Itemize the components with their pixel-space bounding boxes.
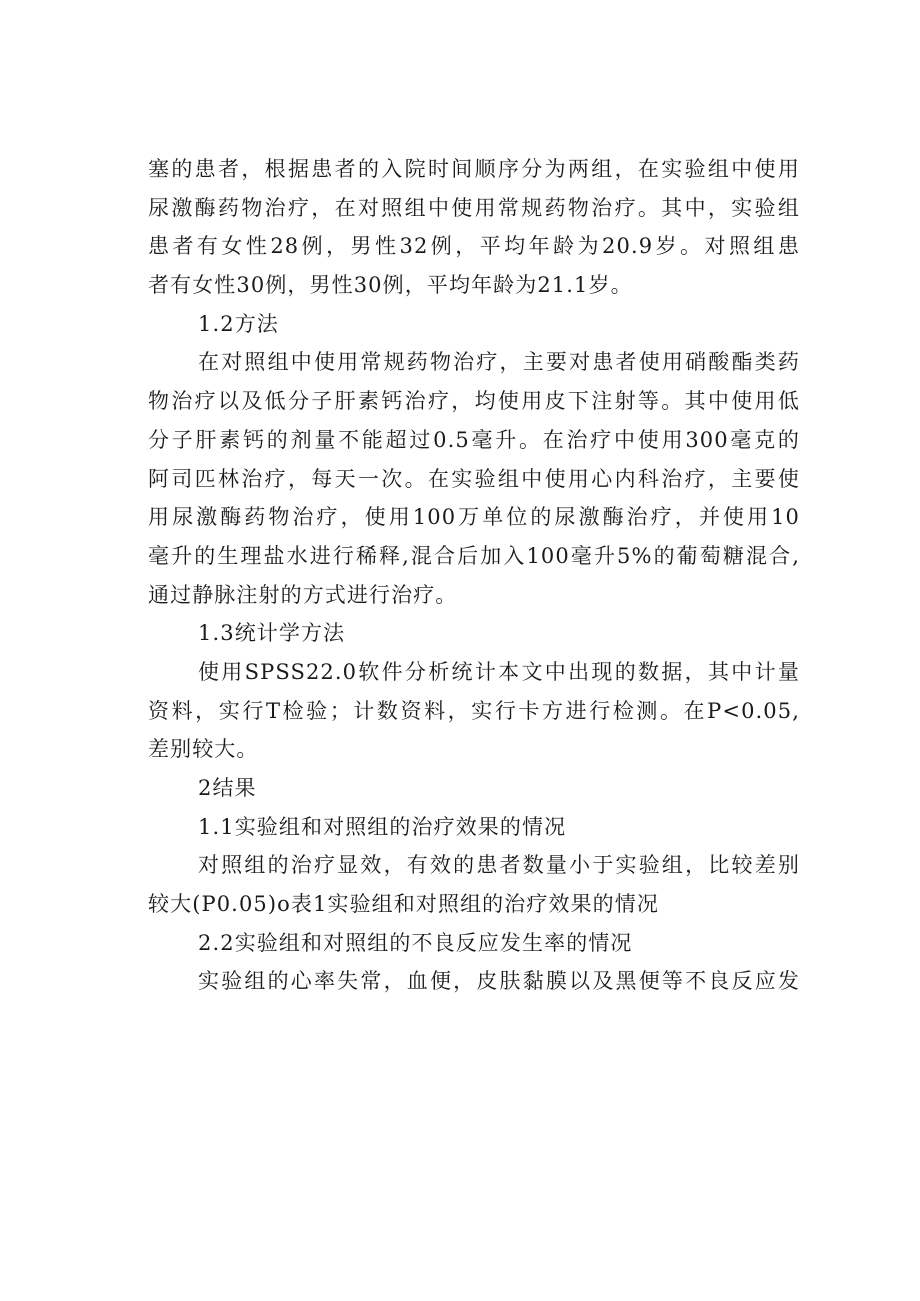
paragraph-line: 用尿激酶药物治疗，使用100万单位的尿激酶治疗，并使用10 <box>148 505 800 530</box>
paragraph-line: 使用SPSS22.0软件分析统计本文中出现的数据，其中计量 <box>198 659 800 684</box>
paragraph-line: 阿司匹林治疗，每天一次。在实验组中使用心内科治疗，主要使 <box>148 466 800 491</box>
body-text <box>148 150 800 1001</box>
paragraph-line: 较大(P0.05)o表1实验组和对照组的治疗效果的情况 <box>148 892 659 917</box>
paragraph-line: 对照组的治疗显效，有效的患者数量小于实验组，比较差别 <box>198 853 800 878</box>
paragraph-line: 毫升的生理盐水进行稀释,混合后加入100毫升5%的葡萄糖混合, <box>148 543 800 568</box>
paragraph-line: 尿激酶药物治疗，在对照组中使用常规药物治疗。其中，实验组 <box>148 195 800 220</box>
paragraph-line: 在对照组中使用常规药物治疗，主要对患者使用硝酸酯类药 <box>198 350 800 375</box>
section-heading: 1.2方法 <box>198 311 279 336</box>
paragraph-line: 资料，实行T检验；计数资料，实行卡方进行检测。在P<0.05, <box>148 698 800 723</box>
paragraph-line: 者有女性30例，男性30例，平均年龄为21.1岁。 <box>148 273 633 298</box>
paragraph-line: 物治疗以及低分子肝素钙治疗，均使用皮下注射等。其中使用低 <box>148 389 800 414</box>
paragraph-line: 患者有女性28例，男性32例，平均年龄为20.9岁。对照组患 <box>148 234 800 259</box>
paragraph-line: 通过静脉注射的方式进行治疗。 <box>148 582 458 607</box>
section-heading: 2结果 <box>198 776 257 800</box>
paragraph-line: 差别较大。 <box>148 737 259 762</box>
paragraph-line: 实验组的心率失常，血便，皮肤黏膜以及黑便等不良反应发 <box>198 969 800 994</box>
section-heading: 2.2实验组和对照组的不良反应发生率的情况 <box>198 930 633 955</box>
paragraph-line: 分子肝素钙的剂量不能超过0.5毫升。在治疗中使用300毫克的 <box>148 427 800 452</box>
section-heading: 1.3统计学方法 <box>198 621 346 646</box>
section-heading: 1.1实验组和对照组的治疗效果的情况 <box>198 814 567 839</box>
paragraph-line: 塞的患者，根据患者的入院时间顺序分为两组，在实验组中使用 <box>148 157 800 181</box>
